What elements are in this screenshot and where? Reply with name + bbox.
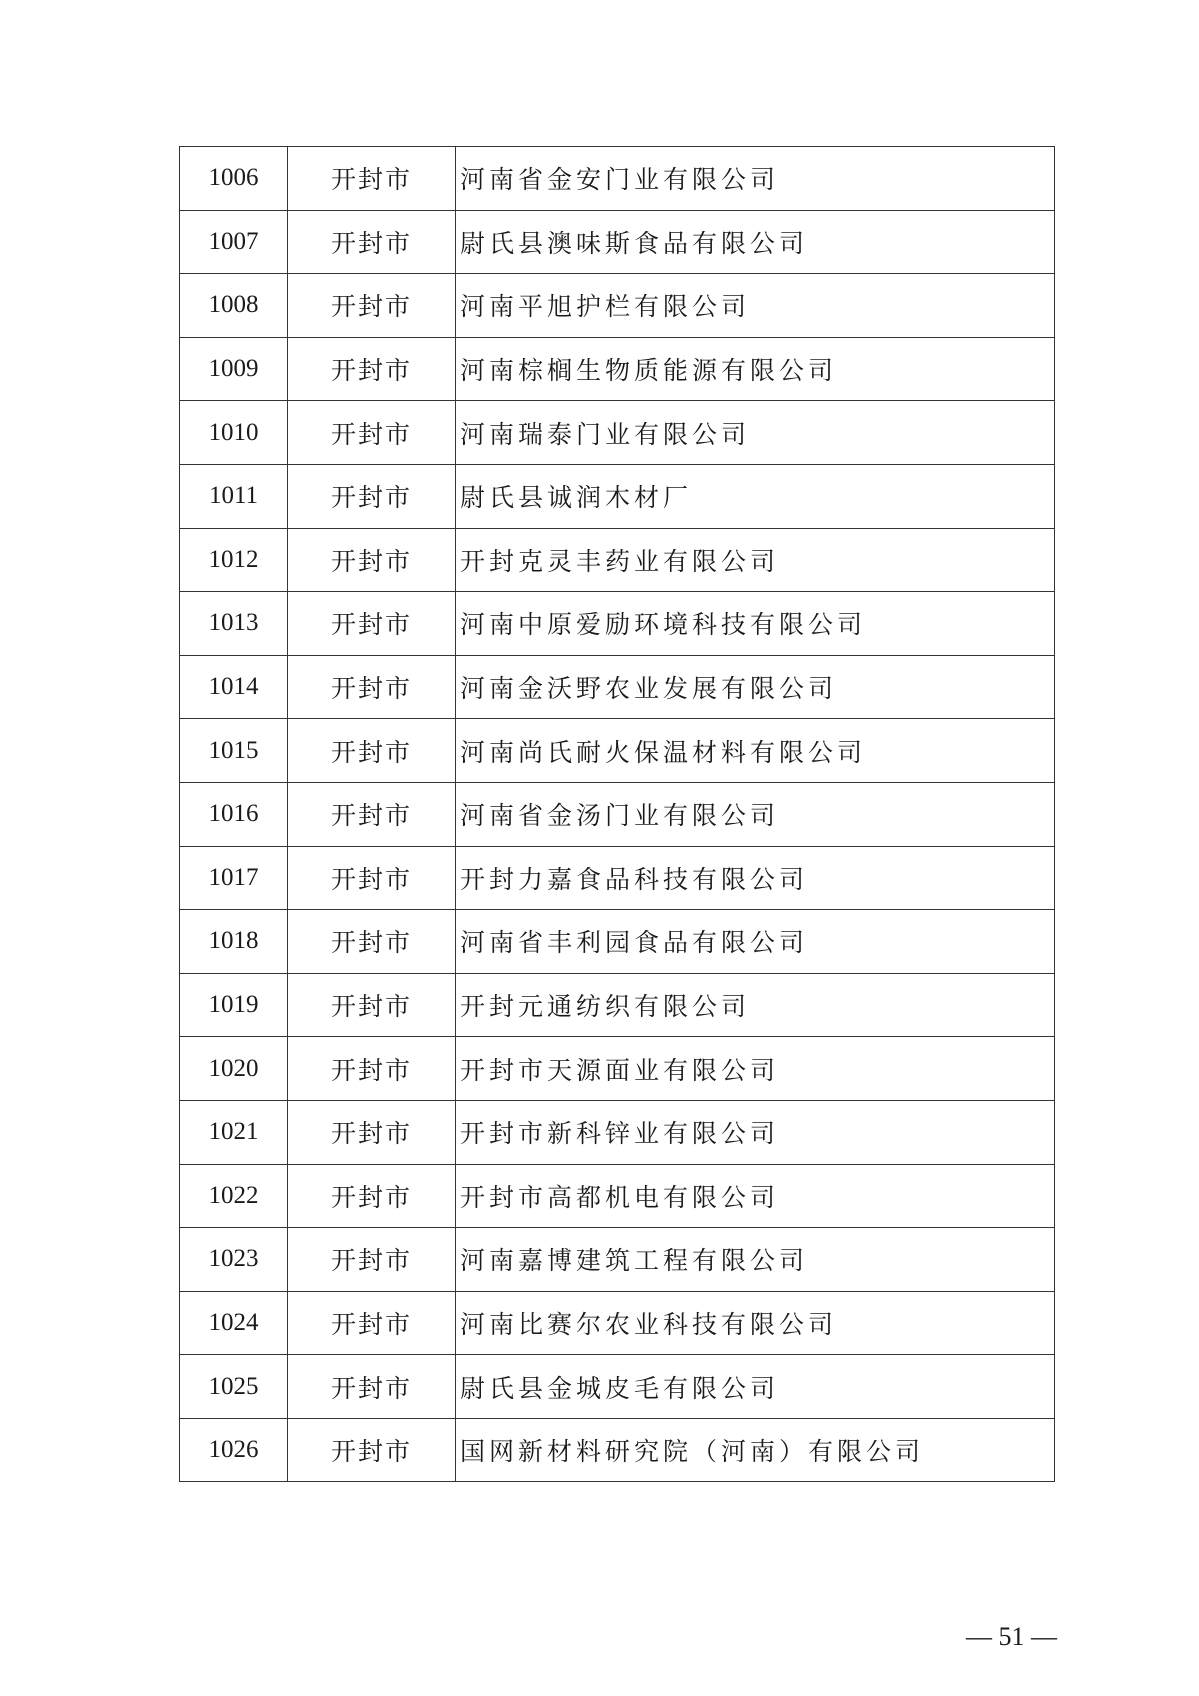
city-cell: 开封市	[288, 1037, 456, 1101]
city-cell: 开封市	[288, 1164, 456, 1228]
city-cell: 开封市	[288, 1291, 456, 1355]
row-number-cell: 1007	[180, 210, 288, 274]
city-cell: 开封市	[288, 1418, 456, 1482]
table-row	[180, 1228, 1055, 1292]
table-row	[180, 655, 1055, 719]
city-cell: 开封市	[288, 1100, 456, 1164]
table-row	[180, 337, 1055, 401]
city-cell: 开封市	[288, 910, 456, 974]
company-name-cell: 河南省金安门业有限公司	[456, 147, 1055, 211]
company-name-cell: 河南嘉博建筑工程有限公司	[456, 1228, 1055, 1292]
city-cell: 开封市	[288, 401, 456, 465]
table-row	[180, 1355, 1055, 1419]
company-name-cell: 河南瑞泰门业有限公司	[456, 401, 1055, 465]
row-number-cell: 1022	[180, 1164, 288, 1228]
company-name-cell: 河南金沃野农业发展有限公司	[456, 655, 1055, 719]
row-number-cell: 1020	[180, 1037, 288, 1101]
company-name-cell: 河南平旭护栏有限公司	[456, 274, 1055, 338]
city-cell: 开封市	[288, 528, 456, 592]
city-cell: 开封市	[288, 1228, 456, 1292]
row-number-cell: 1014	[180, 655, 288, 719]
table-row	[180, 147, 1055, 211]
row-number-cell: 1010	[180, 401, 288, 465]
row-number-cell: 1012	[180, 528, 288, 592]
row-number-cell: 1018	[180, 910, 288, 974]
table-row	[180, 973, 1055, 1037]
company-name-cell: 河南棕榈生物质能源有限公司	[456, 337, 1055, 401]
page-number: — 51 —	[966, 1622, 1057, 1651]
table-row	[180, 528, 1055, 592]
city-cell: 开封市	[288, 592, 456, 656]
company-name-cell: 尉氏县诚润木材厂	[456, 464, 1055, 528]
city-cell: 开封市	[288, 973, 456, 1037]
table-row	[180, 782, 1055, 846]
company-name-cell: 河南尚氏耐火保温材料有限公司	[456, 719, 1055, 783]
table-row	[180, 719, 1055, 783]
company-name-cell: 河南省丰利园食品有限公司	[456, 910, 1055, 974]
city-cell: 开封市	[288, 719, 456, 783]
company-name-cell: 尉氏县金城皮毛有限公司	[456, 1355, 1055, 1419]
table-row	[180, 592, 1055, 656]
table-row	[180, 1037, 1055, 1101]
table-row	[180, 846, 1055, 910]
city-cell: 开封市	[288, 147, 456, 211]
city-cell: 开封市	[288, 274, 456, 338]
company-name-cell: 河南中原爱励环境科技有限公司	[456, 592, 1055, 656]
company-name-cell: 河南省金汤门业有限公司	[456, 782, 1055, 846]
company-name-cell: 开封市高都机电有限公司	[456, 1164, 1055, 1228]
row-number-cell: 1006	[180, 147, 288, 211]
company-name-cell: 尉氏县澳味斯食品有限公司	[456, 210, 1055, 274]
company-name-cell: 开封市天源面业有限公司	[456, 1037, 1055, 1101]
row-number-cell: 1019	[180, 973, 288, 1037]
table-row	[180, 464, 1055, 528]
table-row	[180, 401, 1055, 465]
row-number-cell: 1017	[180, 846, 288, 910]
row-number-cell: 1024	[180, 1291, 288, 1355]
company-name-cell: 开封克灵丰药业有限公司	[456, 528, 1055, 592]
table-row	[180, 1291, 1055, 1355]
company-name-cell: 国网新材料研究院（河南）有限公司	[456, 1418, 1055, 1482]
row-number-cell: 1011	[180, 464, 288, 528]
city-cell: 开封市	[288, 846, 456, 910]
row-number-cell: 1021	[180, 1100, 288, 1164]
company-name-cell: 开封元通纺织有限公司	[456, 973, 1055, 1037]
company-name-cell: 开封力嘉食品科技有限公司	[456, 846, 1055, 910]
row-number-cell: 1026	[180, 1418, 288, 1482]
city-cell: 开封市	[288, 337, 456, 401]
table-row	[180, 210, 1055, 274]
row-number-cell: 1015	[180, 719, 288, 783]
row-number-cell: 1013	[180, 592, 288, 656]
city-cell: 开封市	[288, 782, 456, 846]
city-cell: 开封市	[288, 464, 456, 528]
table-row	[180, 910, 1055, 974]
table-row	[180, 274, 1055, 338]
city-cell: 开封市	[288, 655, 456, 719]
table-row	[180, 1164, 1055, 1228]
company-list-table	[179, 146, 1055, 1482]
city-cell: 开封市	[288, 1355, 456, 1419]
table-row	[180, 1418, 1055, 1482]
row-number-cell: 1025	[180, 1355, 288, 1419]
row-number-cell: 1016	[180, 782, 288, 846]
company-name-cell: 开封市新科锌业有限公司	[456, 1100, 1055, 1164]
row-number-cell: 1023	[180, 1228, 288, 1292]
city-cell: 开封市	[288, 210, 456, 274]
company-name-cell: 河南比赛尔农业科技有限公司	[456, 1291, 1055, 1355]
table-body	[180, 147, 1055, 1482]
row-number-cell: 1009	[180, 337, 288, 401]
row-number-cell: 1008	[180, 274, 288, 338]
table-row	[180, 1100, 1055, 1164]
